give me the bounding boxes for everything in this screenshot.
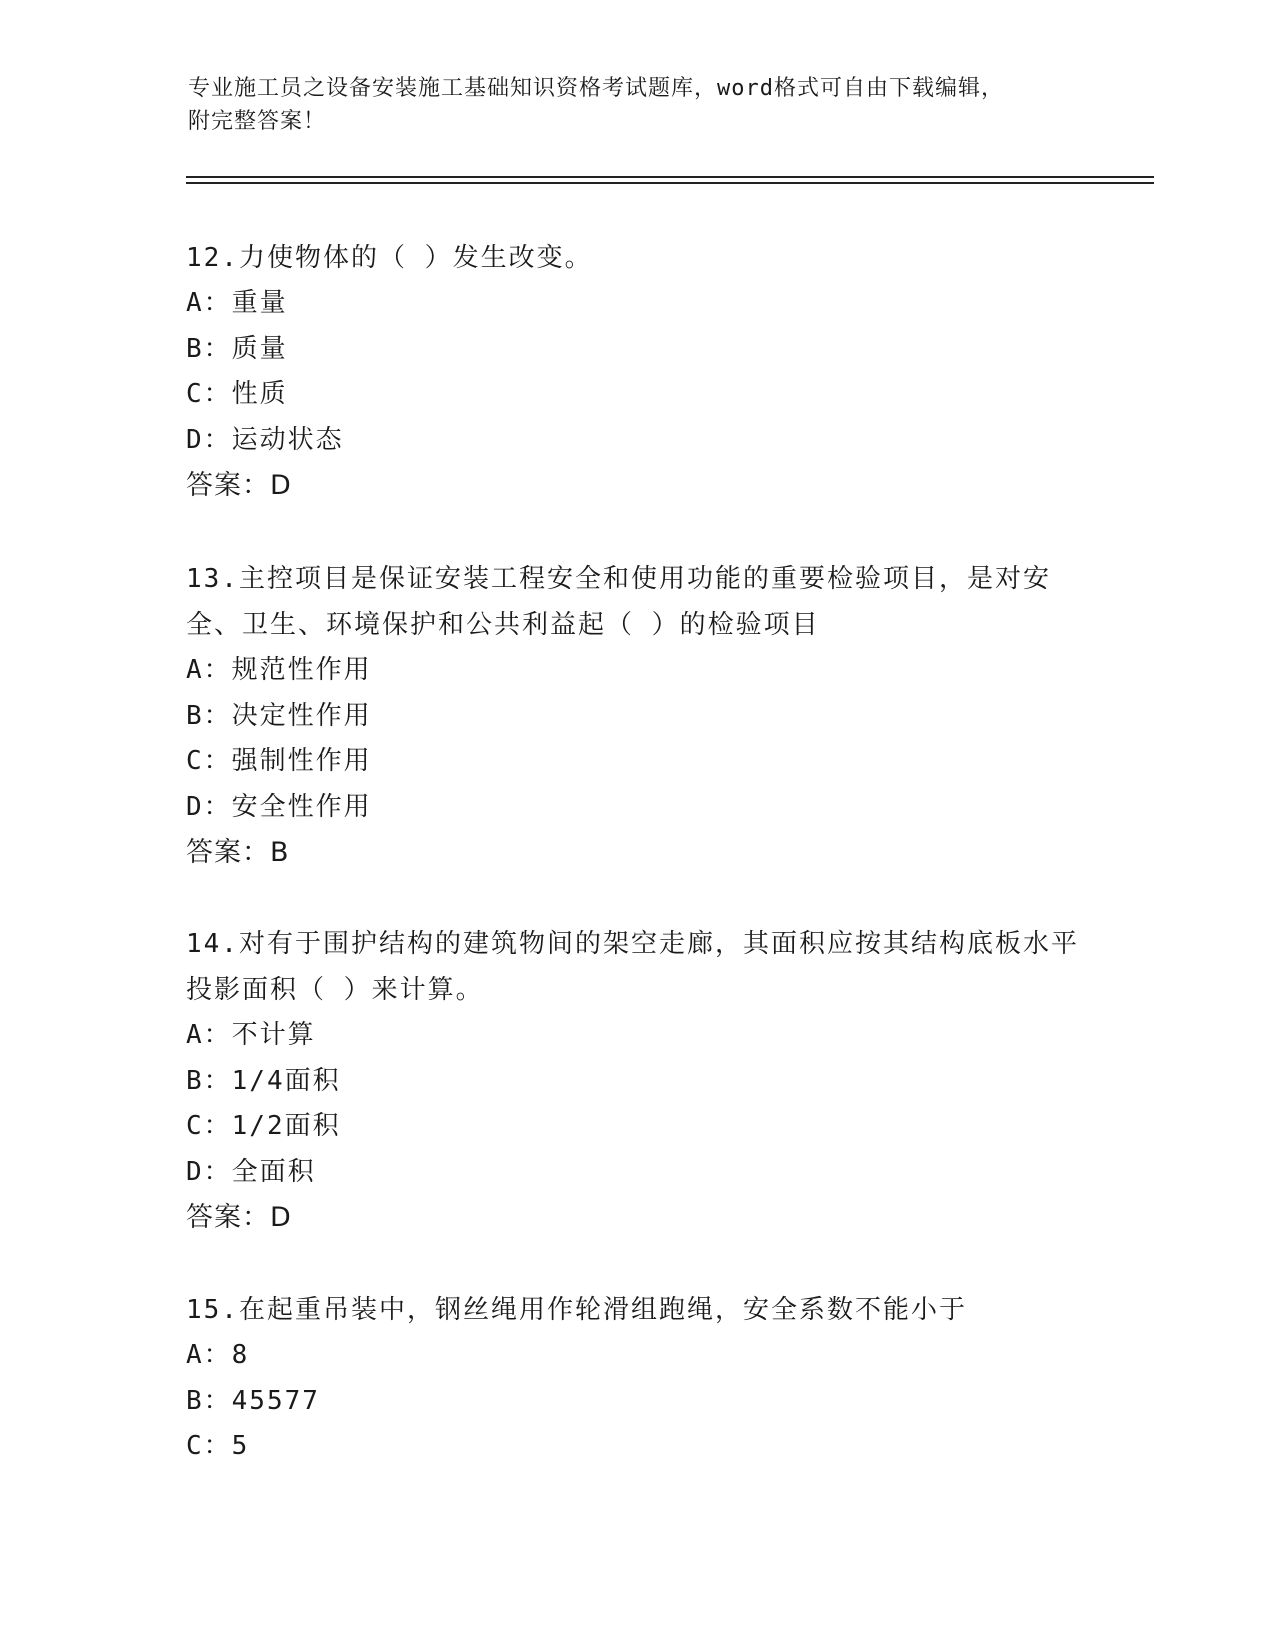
option-text: 1/2面积 — [231, 1111, 341, 1141]
option-b — [186, 327, 1086, 373]
answer: 答案：D — [186, 470, 292, 501]
option-key: D： — [186, 791, 232, 822]
option-d — [186, 418, 1086, 464]
question-text: 14.对有于围护结构的建筑物间的架空走廊，其面积应按其结构底板水平投影面积（ ）来计算。 — [186, 929, 1079, 1005]
option-key: B： — [186, 700, 232, 731]
option-key: A： — [186, 1340, 232, 1370]
answer: 答案：B — [186, 837, 290, 868]
question-12 — [186, 235, 1086, 508]
option-text: 重量 — [231, 288, 288, 318]
option-key: C： — [186, 1431, 232, 1461]
option-text: 质量 — [231, 333, 288, 364]
option-key: A： — [186, 288, 232, 318]
question-13 — [186, 556, 1086, 875]
option-c — [186, 372, 1086, 418]
option-key: B： — [186, 1385, 232, 1416]
option-a — [186, 281, 1086, 327]
option-b — [186, 694, 1086, 740]
option-key: B： — [186, 1065, 232, 1096]
option-b — [186, 1379, 1086, 1425]
option-a — [186, 1013, 1086, 1059]
question-14 — [186, 921, 1086, 1240]
option-text: 规范性作用 — [231, 655, 372, 685]
option-text: 决定性作用 — [231, 700, 372, 731]
option-text: 安全性作用 — [231, 791, 372, 822]
answer: 答案：D — [186, 1202, 292, 1233]
option-text: 不计算 — [231, 1020, 316, 1050]
option-c — [186, 1424, 1086, 1470]
option-b — [186, 1059, 1086, 1105]
option-c — [186, 739, 1086, 785]
option-a — [186, 1333, 1086, 1379]
option-text: 全面积 — [231, 1156, 316, 1187]
option-key: D： — [186, 1156, 232, 1187]
option-text: 45577 — [231, 1385, 320, 1416]
document-header — [188, 72, 1088, 138]
option-key: C： — [186, 379, 232, 409]
option-key: C： — [186, 1111, 232, 1141]
header-line-2: 附完整答案！ — [188, 109, 327, 134]
option-key: B： — [186, 333, 232, 364]
option-text: 1/4面积 — [231, 1065, 341, 1096]
question-text: 12.力使物体的（ ）发生改变。 — [186, 243, 593, 273]
option-text: 性质 — [231, 379, 288, 409]
question-15 — [186, 1287, 1086, 1470]
option-text: 8 — [231, 1340, 250, 1370]
header-divider-bottom — [186, 182, 1154, 184]
option-text: 强制性作用 — [231, 746, 372, 776]
option-d — [186, 785, 1086, 831]
option-d — [186, 1150, 1086, 1196]
option-key: A： — [186, 655, 232, 685]
header-divider-top — [186, 176, 1154, 178]
option-text: 5 — [231, 1431, 250, 1461]
question-text: 13.主控项目是保证安装工程安全和使用功能的重要检验项目，是对安全、卫生、环境保护和公共利益起（ ）的检验项目 — [186, 564, 1051, 640]
option-c — [186, 1104, 1086, 1150]
option-text: 运动状态 — [231, 424, 344, 455]
option-key: C： — [186, 746, 232, 776]
option-key: D： — [186, 424, 232, 455]
option-a — [186, 648, 1086, 694]
question-text: 15.在起重吊装中，钢丝绳用作轮滑组跑绳，安全系数不能小于 — [186, 1295, 967, 1325]
option-key: A： — [186, 1020, 232, 1050]
header-line-1: 专业施工员之设备安装施工基础知识资格考试题库，word格式可自由下载编辑， — [188, 76, 1004, 101]
